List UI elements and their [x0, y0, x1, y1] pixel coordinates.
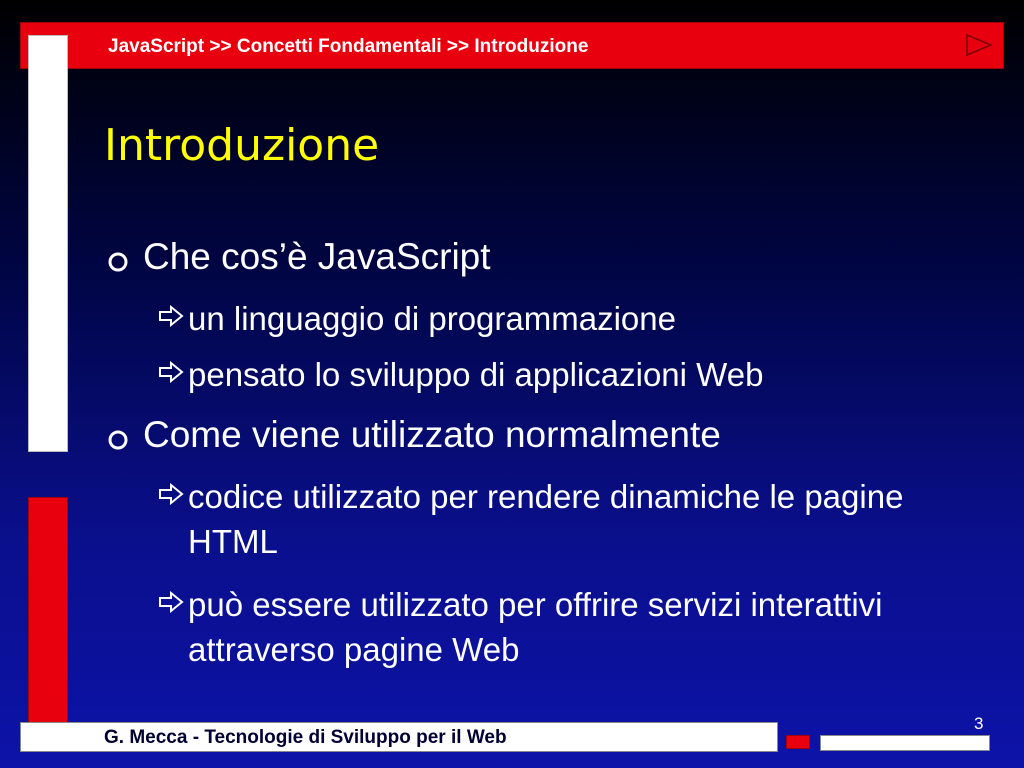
sub-bullet-item	[188, 582, 888, 672]
sub-bullet-item	[188, 352, 978, 397]
bullet-item	[143, 414, 721, 456]
page-number: 3	[974, 714, 984, 733]
hollow-circle-bullet-icon	[106, 251, 130, 273]
sub-bullet-text: un linguaggio di programmazione	[188, 300, 676, 337]
footer-decoration-red	[786, 735, 810, 749]
slide-title: Introduzione	[104, 120, 380, 171]
sub-bullet-item	[188, 474, 948, 564]
hollow-arrow-bullet-icon	[158, 591, 184, 613]
bullet-item	[143, 236, 491, 278]
hollow-arrow-bullet-icon	[158, 305, 184, 327]
sub-bullet-item	[188, 296, 978, 341]
breadcrumb: JavaScript >> Concetti Fondamentali >> Introduzione	[108, 36, 589, 57]
footer-decoration-white	[820, 735, 990, 751]
sub-bullet-text: codice utilizzato per rendere dinamiche le pagine HTML	[188, 478, 904, 560]
bullet-text: Come viene utilizzato normalmente	[143, 414, 721, 455]
hollow-arrow-bullet-icon	[158, 483, 184, 505]
sub-bullet-text: pensato lo sviluppo di applicazioni Web	[188, 356, 764, 393]
bullet-text: Che cos’è JavaScript	[143, 236, 491, 277]
footer-text: G. Mecca - Tecnologie di Sviluppo per il Web	[104, 727, 507, 748]
sub-bullet-text: può essere utilizzato per offrire servizi interattivi attraverso pagine Web	[188, 586, 883, 668]
hollow-arrow-bullet-icon	[158, 361, 184, 383]
hollow-circle-bullet-icon	[106, 429, 130, 451]
